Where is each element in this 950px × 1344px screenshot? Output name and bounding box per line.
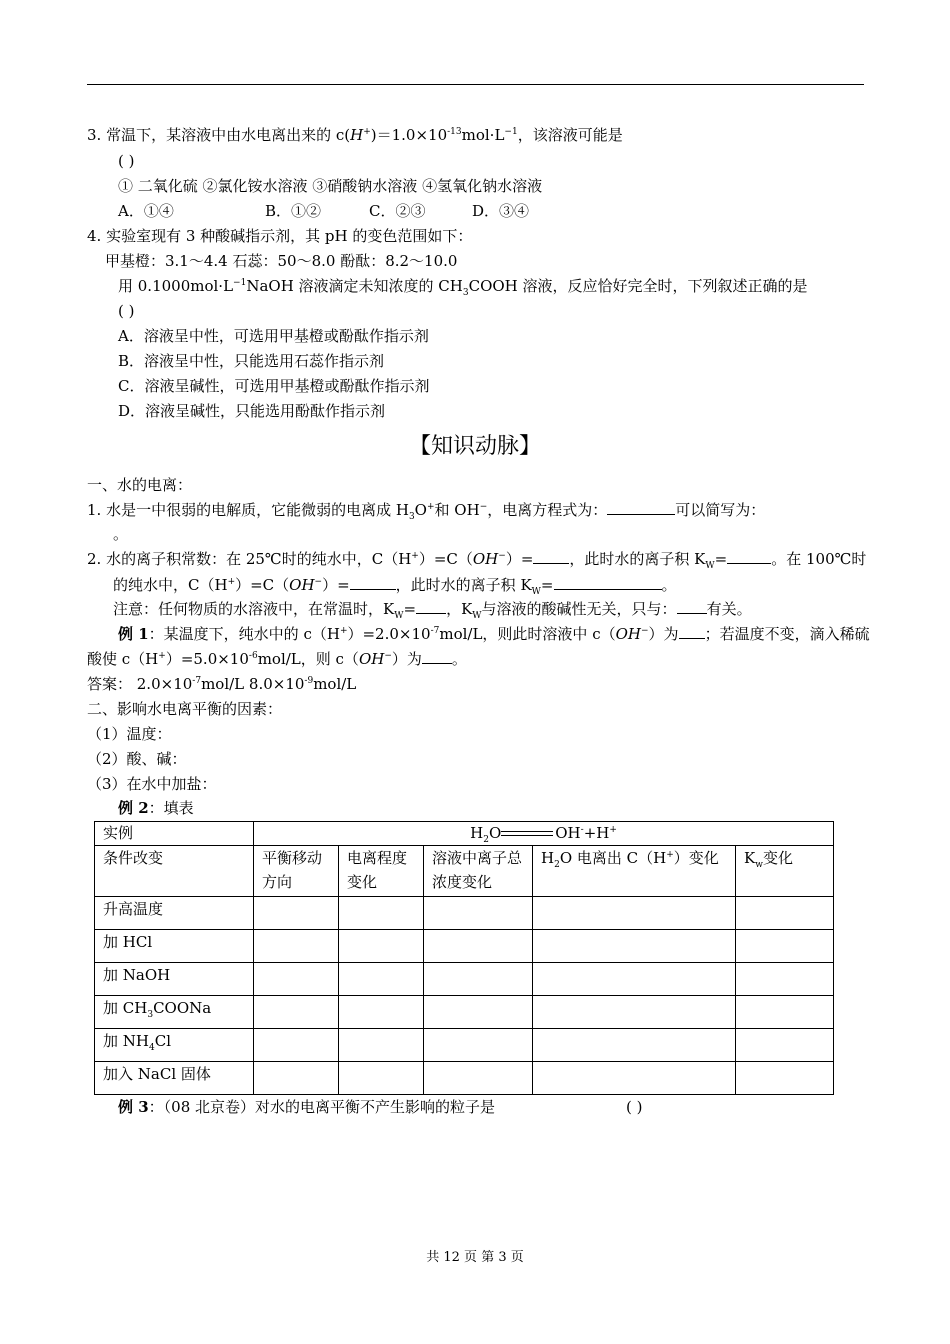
table-cell[interactable] — [339, 963, 424, 996]
section1-title: 一、水的电离： — [87, 476, 193, 494]
table-cell[interactable] — [424, 1029, 533, 1062]
q4-option-b: B．溶液呈中性，只能选用石蕊作指示剂 — [118, 352, 385, 370]
table-cell[interactable] — [533, 1029, 736, 1062]
table-cell[interactable] — [424, 1062, 533, 1095]
table-cell[interactable] — [254, 963, 339, 996]
table-cell[interactable] — [254, 1029, 339, 1062]
table-cell[interactable] — [736, 963, 834, 996]
table-header-example: 实例 — [95, 822, 254, 846]
section-heading: 【知识动脉】 — [408, 434, 541, 459]
q3-option-c: C．②③ — [369, 202, 426, 220]
table-header-condition: 条件改变 — [95, 846, 254, 897]
q4-option-a: A．溶液呈中性，可选用甲基橙或酚酞作指示剂 — [118, 327, 429, 345]
example-3: 例 3：（08 北京卷）对水的电离平衡不产生影响的粒子是 — [118, 1098, 496, 1116]
table-cell[interactable] — [533, 897, 736, 930]
table-cell[interactable] — [736, 996, 834, 1029]
example-2: 例 2：填表 — [118, 799, 194, 817]
table-cell[interactable] — [254, 897, 339, 930]
table-row-label: 加 NaOH — [95, 963, 254, 996]
table-header-direction: 平衡移动方向 — [254, 846, 339, 897]
blank[interactable] — [607, 500, 675, 515]
q3-option-d: D．③④ — [472, 202, 530, 220]
table-cell[interactable] — [339, 1029, 424, 1062]
factor-temperature: （1）温度： — [87, 725, 172, 743]
s1-paragraph-1-end: 。 — [113, 525, 129, 543]
table-cell[interactable] — [736, 897, 834, 930]
table-cell[interactable] — [254, 996, 339, 1029]
example-1-cont: 酸使 $c(H^+)=5.0\times 10^{-6}mol/L$，则 c（OH−）为 。 — [87, 650, 467, 668]
table-row-label: 加 $CH_3COONa$ — [95, 996, 254, 1029]
q3-stem: 3. 常温下，某溶液中由水电离出来的 $c(H^+)=1.0\times 10^{-13}mol\cdot L^{-1}$，该溶液可能是 — [87, 126, 623, 144]
factor-acid-base: （2）酸、碱： — [87, 750, 187, 768]
table-header-ion-concentration: 溶液中离子总浓度变化 — [424, 846, 533, 897]
page-footer: 共 12 页 第 3 页 — [426, 1250, 524, 1265]
table-row-label: 加 $NH_4Cl$ — [95, 1029, 254, 1062]
table-cell[interactable] — [339, 897, 424, 930]
blank[interactable] — [416, 599, 446, 614]
factor-salt: （3）在水中加盐： — [87, 775, 217, 793]
blank[interactable] — [533, 549, 569, 564]
answer-line: 答案： $2.0\times 10^{-7}mol/L$ $8.0\times 10^{-9}mol/L$ — [87, 675, 357, 693]
table-cell[interactable] — [254, 930, 339, 963]
table-cell[interactable] — [736, 1062, 834, 1095]
table-cell[interactable] — [254, 1062, 339, 1095]
table-cell[interactable] — [339, 930, 424, 963]
table-row-label: 加入 NaCl 固体 — [95, 1062, 254, 1095]
equilibrium-arrow-icon — [501, 830, 555, 838]
q3-option-a: A．①④ — [118, 202, 174, 220]
s1-paragraph-3: 的纯水中，C（H+）=C（OH−）= ，此时水的离子积 $K_W=$ 。 — [113, 576, 677, 597]
blank[interactable] — [727, 549, 771, 564]
table-cell[interactable] — [736, 1029, 834, 1062]
table-cell[interactable] — [339, 1062, 424, 1095]
example-3-paren: ( ) — [626, 1098, 643, 1116]
q3-answer-paren: ( ) — [118, 152, 135, 170]
table-cell[interactable] — [533, 996, 736, 1029]
table-cell[interactable] — [424, 930, 533, 963]
q4-ranges: 甲基橙：3.1～4.4 石蕊：50～8.0 酚酞：8.2～10.0 — [105, 252, 458, 270]
section2-title: 二、影响水电离平衡的因素： — [87, 700, 283, 718]
q4-question: 用 $0.1000mol\cdot L^{-1}NaOH$ 溶液滴定未知浓度的 $CH_3COOH$ 溶液，反应恰好完全时，下列叙述正确的是 — [118, 277, 808, 298]
q4-option-c: C．溶液呈碱性，可选用甲基橙或酚酞作指示剂 — [118, 377, 430, 395]
blank[interactable] — [422, 649, 452, 664]
example-1: 例 1：某温度下，纯水中的 $c(H^+)=2.0\times 10^{-7}mol/L$，则此时溶液中 c（OH−）为 ；若温度不变，滴入稀硫 — [118, 625, 870, 643]
header-rule — [87, 84, 864, 85]
table-header-ionization: 电离程度变化 — [339, 846, 424, 897]
table-cell[interactable] — [736, 930, 834, 963]
table-cell[interactable] — [533, 963, 736, 996]
q3-choices: ① 二氧化硫 ②氯化铵水溶液 ③硝酸钠水溶液 ④氢氧化钠水溶液 — [118, 177, 543, 195]
table-equilibrium: $H_2O$ OH-+H+ — [254, 822, 834, 846]
q4-answer-paren: ( ) — [118, 302, 135, 320]
blank[interactable] — [554, 575, 662, 590]
q3-option-b: B．①② — [265, 202, 322, 220]
q4-stem: 4. 实验室现有 3 种酸碱指示剂，其 pH 的变色范围如下： — [87, 227, 473, 245]
q4-option-d: D．溶液呈碱性，只能选用酚酞作指示剂 — [118, 402, 386, 420]
table-header-kw-change: $K_w$变化 — [736, 846, 834, 897]
s1-paragraph-2: 2. 水的离子积常数：在 25℃时的纯水中，C（H+）=C（OH−）= ，此时水的离子积 $K_W=$ 。在 100℃时 — [87, 550, 867, 571]
table-row-label: 加 HCl — [95, 930, 254, 963]
s1-paragraph-1: 1. 水是一中很弱的电解质，它能微弱的电离成 $H_3O^+$和 OH−，电离方程式为： 可以简写为： — [87, 501, 766, 522]
table-cell[interactable] — [533, 930, 736, 963]
table-cell[interactable] — [533, 1062, 736, 1095]
table-cell[interactable] — [424, 963, 533, 996]
table-header-h-change: $H_2O$ 电离出 C（H+）变化 — [533, 846, 736, 897]
fill-table — [94, 821, 834, 1095]
blank[interactable] — [679, 624, 705, 639]
table-cell[interactable] — [424, 996, 533, 1029]
table-row-label: 升高温度 — [95, 897, 254, 930]
s1-note: 注意：任何物质的水溶液中，在常温时，$K_W=$ ，$K_W$与溶液的酸碱性无关，只与： 有关。 — [113, 600, 752, 621]
table-cell[interactable] — [424, 897, 533, 930]
blank[interactable] — [677, 599, 707, 614]
table-cell[interactable] — [339, 996, 424, 1029]
blank[interactable] — [350, 575, 396, 590]
